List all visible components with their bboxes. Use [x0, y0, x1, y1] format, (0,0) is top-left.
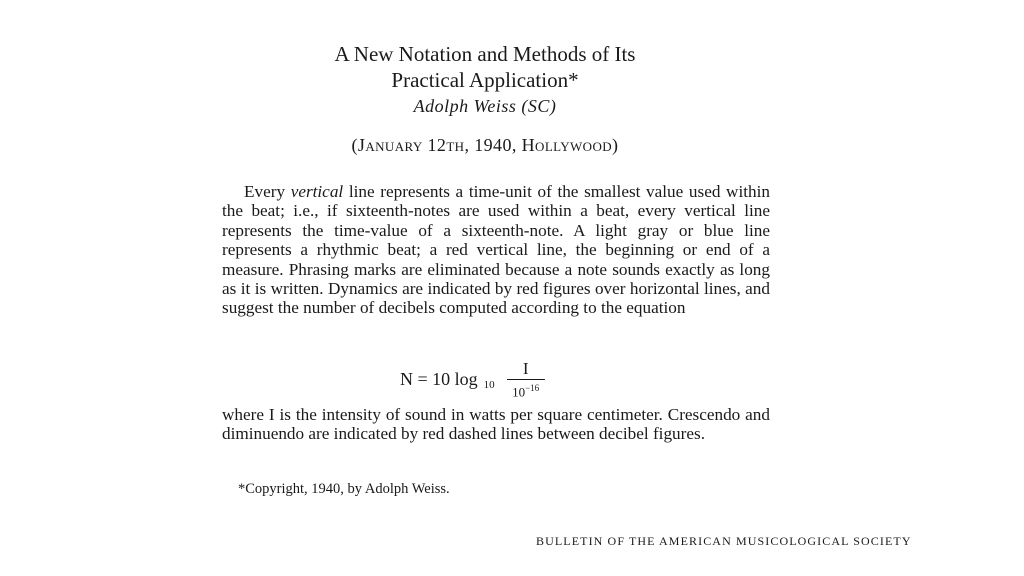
equation-fraction — [507, 361, 545, 398]
body-text — [222, 182, 770, 318]
article-title-line-2: Practical Application* — [391, 68, 579, 92]
paragraph-rest: line represents a time-unit of the smallest value used within the beat; i.e., if sixteenth-notes are used within a beat, every vertical line represents the time-value of a sixteenth-note. A light gray or blue line represents a rhythmic beat; a red vertical line, the beginning or end of a measure. Phrasing marks are eliminated because a note sounds exactly as long as it is written. Dynamics are indicated by red figures over horizontal lines, and suggest the number of decibels computed according to the equation — [222, 182, 770, 318]
denominator-base: 10 — [512, 384, 526, 400]
paragraph-lead: Every — [244, 182, 291, 201]
paragraph — [222, 182, 770, 318]
author: Adolph Weiss (SC) — [413, 96, 557, 116]
running-footer: BULLETIN OF THE AMERICAN MUSICOLOGICAL SOCIETY — [536, 534, 912, 548]
paragraph-emphasis: vertical — [290, 182, 344, 201]
article-title-line-1: A New Notation and Methods of Its — [334, 42, 636, 66]
after-equation-text: where I is the intensity of sound in watts per square centimeter. Crescendo and diminuendo are indicated by red dashed lines between decibel figures. — [222, 405, 770, 444]
equation-lhs: N = 10 log — [400, 369, 478, 390]
fraction-bar — [507, 379, 545, 380]
date-line: (January 12th, 1940, Hollywood) — [351, 135, 619, 155]
equation-denominator — [512, 382, 539, 398]
equation-numerator: I — [522, 359, 529, 378]
footnote: *Copyright, 1940, by Adolph Weiss. — [238, 481, 450, 497]
equation-subscript: 10 — [483, 378, 495, 391]
denominator-exponent: −16 — [525, 383, 540, 393]
equation — [400, 361, 545, 398]
